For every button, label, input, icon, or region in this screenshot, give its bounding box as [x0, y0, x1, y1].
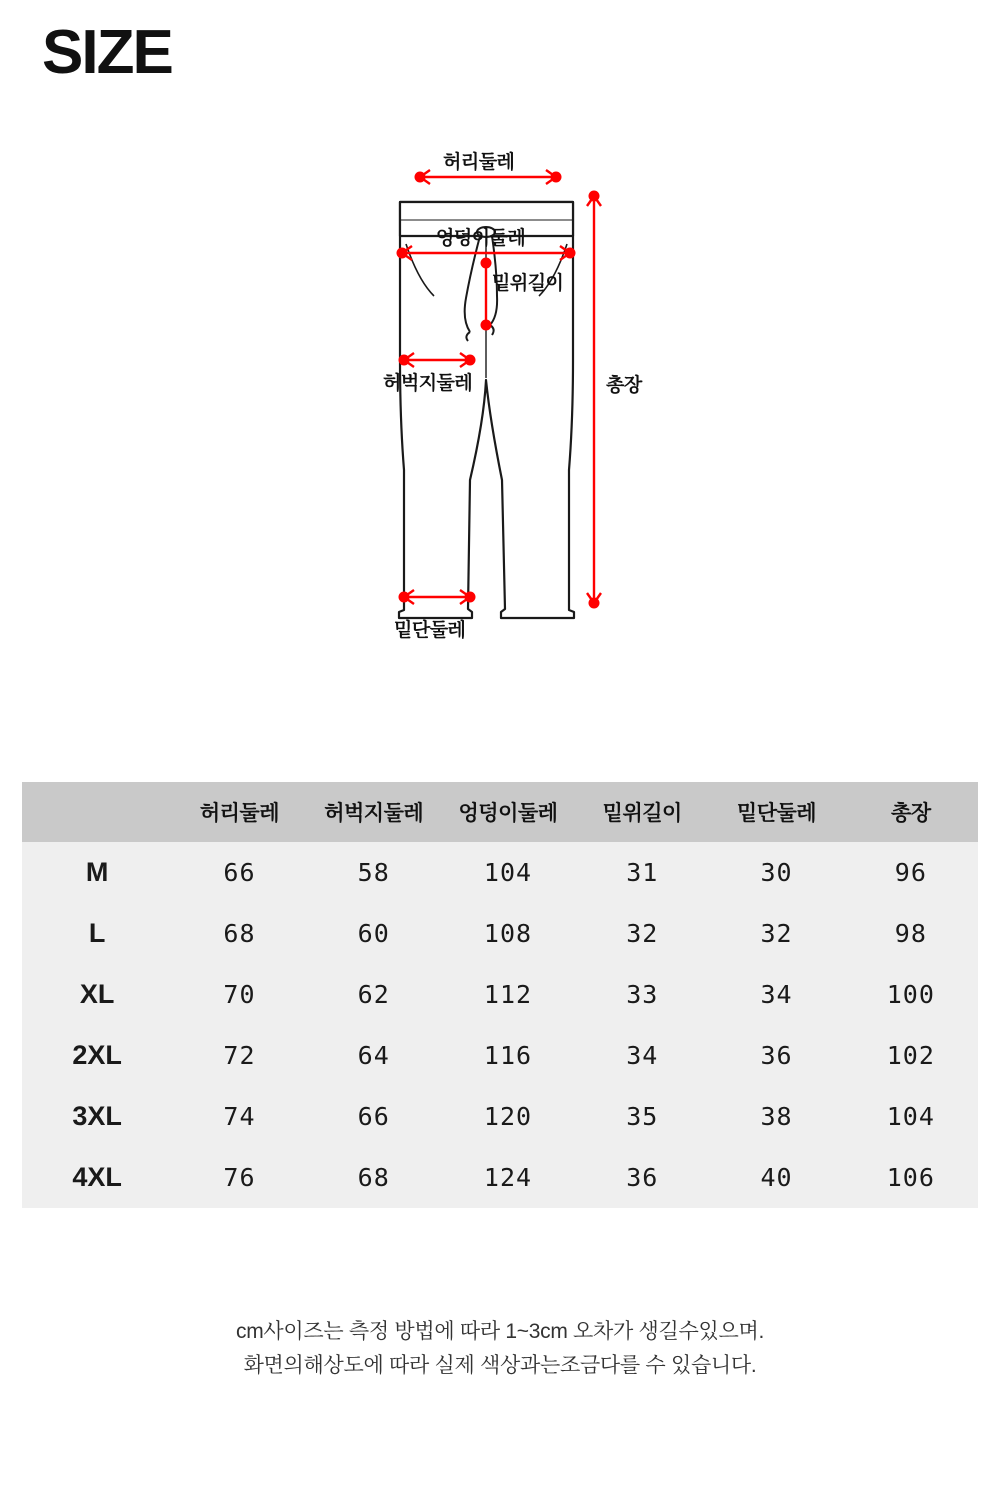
- table-cell-hip: 112: [441, 964, 575, 1025]
- table-row: [22, 1086, 978, 1147]
- table-cell-waist: 68: [172, 903, 306, 964]
- table-cell-rise: 36: [575, 1147, 709, 1208]
- table-cell-waist: 74: [172, 1086, 306, 1147]
- table-cell-hem: 32: [709, 903, 843, 964]
- table-cell-thigh: 64: [307, 1025, 441, 1086]
- table-header-cell-thigh: 허벅지둘레: [307, 782, 441, 842]
- table-cell-total: 104: [844, 1086, 978, 1147]
- table-header-cell-rise: 밑위길이: [575, 782, 709, 842]
- table-header-cell-hem: 밑단둘레: [709, 782, 843, 842]
- pants-illustration: [0, 120, 1000, 680]
- table-body: [22, 842, 978, 1208]
- table-cell-thigh: 62: [307, 964, 441, 1025]
- table-cell-thigh: 60: [307, 903, 441, 964]
- table-cell-hem: 34: [709, 964, 843, 1025]
- table-cell-total: 106: [844, 1147, 978, 1208]
- table-cell-hip: 116: [441, 1025, 575, 1086]
- table-cell-hip: 124: [441, 1147, 575, 1208]
- footnote-line-1: cm사이즈는 측정 방법에 따라 1~3cm 오차가 생길수있으며.: [236, 1320, 764, 1343]
- table-cell-size: M: [22, 842, 172, 903]
- table-cell-size: 3XL: [22, 1086, 172, 1147]
- table-cell-rise: 34: [575, 1025, 709, 1086]
- table-header-cell-waist: 허리둘레: [172, 782, 306, 842]
- table-cell-total: 102: [844, 1025, 978, 1086]
- table-cell-size: 4XL: [22, 1147, 172, 1208]
- table-cell-size: XL: [22, 964, 172, 1025]
- table-header-cell-hip: 엉덩이둘레: [441, 782, 575, 842]
- table-cell-thigh: 68: [307, 1147, 441, 1208]
- table-cell-rise: 31: [575, 842, 709, 903]
- table-row: [22, 1025, 978, 1086]
- table-cell-rise: 33: [575, 964, 709, 1025]
- table-cell-waist: 66: [172, 842, 306, 903]
- table-cell-hem: 30: [709, 842, 843, 903]
- table-cell-waist: 76: [172, 1147, 306, 1208]
- size-diagram: [0, 120, 1000, 680]
- diagram-label-waist: 허리둘레: [443, 152, 515, 173]
- diagram-label-hem: 밑단둘레: [394, 620, 466, 641]
- table-row: [22, 842, 978, 903]
- table-header-cell-size: [22, 782, 172, 842]
- table-row: [22, 1147, 978, 1208]
- table-header-row: [22, 782, 978, 842]
- table-cell-thigh: 66: [307, 1086, 441, 1147]
- size-table: [22, 782, 978, 1208]
- table-cell-rise: 35: [575, 1086, 709, 1147]
- table-cell-hem: 40: [709, 1147, 843, 1208]
- footnote-line-2: 화면의해상도에 따라 실제 색상과는조금다를 수 있습니다.: [243, 1354, 757, 1377]
- table-cell-waist: 72: [172, 1025, 306, 1086]
- footnote: [0, 1315, 1000, 1383]
- table-cell-rise: 32: [575, 903, 709, 964]
- page-title: SIZE: [42, 18, 172, 87]
- table-row: [22, 964, 978, 1025]
- table-cell-total: 96: [844, 842, 978, 903]
- table-cell-hem: 36: [709, 1025, 843, 1086]
- table-cell-hem: 38: [709, 1086, 843, 1147]
- size-table-container: [22, 782, 978, 1208]
- table-header: [22, 782, 978, 842]
- table-cell-thigh: 58: [307, 842, 441, 903]
- table-row: [22, 903, 978, 964]
- diagram-label-rise: 밑위길이: [492, 273, 564, 294]
- table-cell-size: 2XL: [22, 1025, 172, 1086]
- table-cell-hip: 120: [441, 1086, 575, 1147]
- diagram-label-total-length: 총장: [606, 375, 642, 396]
- diagram-label-thigh: 허벅지둘레: [383, 373, 473, 394]
- table-cell-size: L: [22, 903, 172, 964]
- diagram-label-hip: 엉덩이둘레: [436, 228, 526, 249]
- table-cell-waist: 70: [172, 964, 306, 1025]
- table-cell-hip: 104: [441, 842, 575, 903]
- table-cell-total: 100: [844, 964, 978, 1025]
- table-header-cell-total: 총장: [844, 782, 978, 842]
- table-cell-total: 98: [844, 903, 978, 964]
- table-cell-hip: 108: [441, 903, 575, 964]
